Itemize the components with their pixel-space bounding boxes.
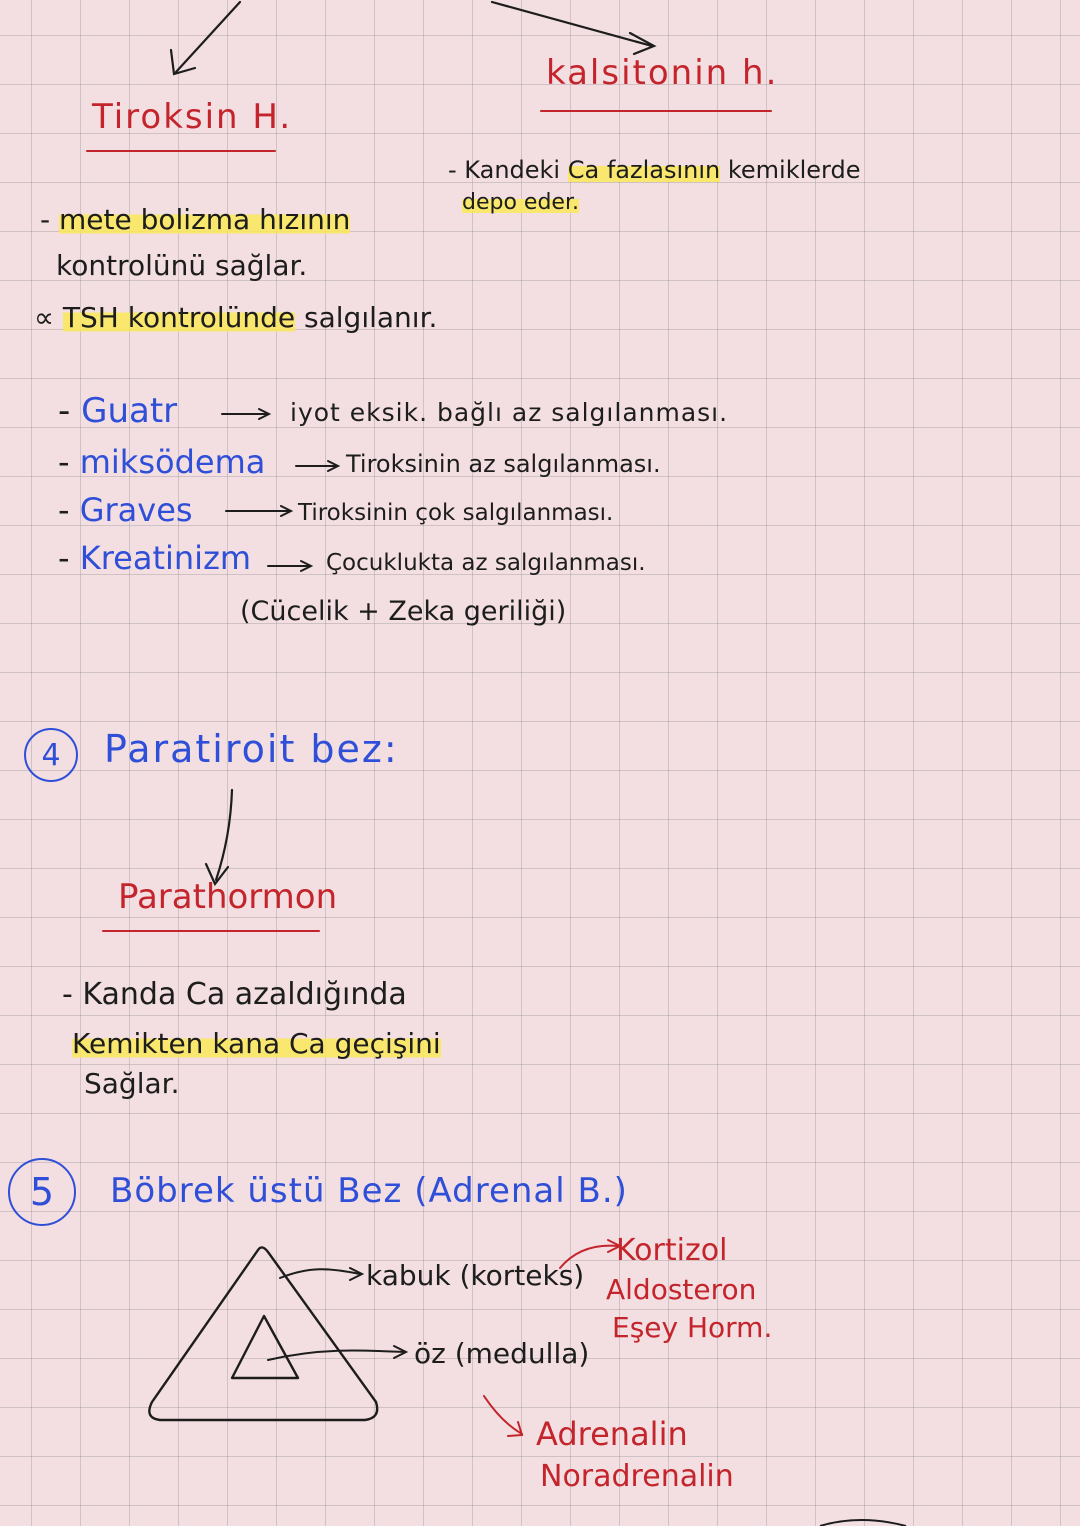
dash: - — [40, 203, 60, 236]
disorder-name: Kreatinizm — [79, 539, 252, 577]
stores-text: depo eder. — [462, 190, 579, 215]
disorder-desc: Çocuklukta az salgılanması. — [326, 550, 646, 576]
cortex-hormone-esey: Eşey Horm. — [612, 1311, 773, 1344]
arrow-to-kalsitonin — [492, 2, 654, 54]
metabolism-text: mete bolizma hızının — [59, 203, 351, 236]
disorder-name: Graves — [79, 491, 193, 529]
ca-excess-text: Ca fazlasının — [567, 156, 721, 184]
medulla-hormone-adrenalin: Adrenalin — [536, 1415, 688, 1453]
tiroksin-title: Tiroksin H. — [92, 97, 293, 137]
bone-to-blood-text: Kemikten kana Ca geçişini — [72, 1027, 441, 1060]
arrow-to-adrenalin — [484, 1396, 522, 1436]
medulla-label: öz (medulla) — [414, 1337, 590, 1370]
disorder-row-graves — [58, 491, 193, 529]
kandeki-text: - Kandeki — [448, 156, 561, 184]
tsh-control-text: TSH kontrolünde — [62, 301, 296, 334]
arrow-to-cortex — [280, 1268, 362, 1280]
tiroksin-line-3 — [34, 301, 438, 334]
disorder-desc: Tiroksinin çok salgılanması. — [298, 500, 614, 526]
disorder-name: miksödema — [79, 443, 266, 481]
bones-text: kemiklerde — [727, 156, 861, 184]
parathyroid-line-2 — [72, 1027, 441, 1060]
kalsitonin-line-1 — [448, 158, 861, 182]
parathormon-title: Parathormon — [118, 877, 338, 917]
parathyroid-line-1: - Kanda Ca azaldığında — [62, 977, 407, 1012]
tiroksin-line-1 — [40, 203, 351, 236]
cropped-drawing — [820, 1520, 906, 1526]
dash: - — [58, 491, 70, 529]
proportional-symbol: ∝ — [34, 301, 55, 334]
cortex-hormone-kortizol: Kortizol — [616, 1233, 728, 1268]
arrow-to-tiroksin — [171, 2, 240, 74]
parathyroid-title: Paratiroit bez: — [104, 727, 399, 771]
kalsitonin-title: kalsitonin h. — [546, 53, 779, 93]
kalsitonin-underline — [540, 110, 772, 112]
adrenal-title: Böbrek üstü Bez (Adrenal B.) — [110, 1171, 628, 1211]
cortex-label: kabuk (korteks) — [366, 1259, 585, 1292]
adrenal-gland-diagram — [149, 1247, 377, 1420]
section-number-4: 4 — [24, 728, 78, 782]
arrow-to-parathormon — [206, 790, 232, 884]
dash: - — [58, 443, 70, 481]
kreatinizm-note: (Cücelik + Zeka geriliği) — [240, 596, 567, 627]
disorder-row-kreatinizm — [58, 539, 252, 577]
disorder-desc: Tiroksinin az salgılanması. — [346, 450, 661, 478]
medulla-hormone-noradrenalin: Noradrenalin — [540, 1459, 734, 1494]
disorder-row-miksodema — [58, 443, 266, 481]
disorder-name: Guatr — [81, 391, 178, 431]
tiroksin-underline — [86, 150, 276, 152]
parathyroid-line-3: Sağlar. — [84, 1067, 180, 1100]
cortex-hormone-aldosteron: Aldosteron — [606, 1273, 757, 1306]
secreted-text: salgılanır. — [304, 301, 438, 334]
tiroksin-line-2: kontrolünü sağlar. — [56, 249, 308, 282]
dash: - — [58, 539, 70, 577]
parathormon-underline — [102, 930, 320, 932]
disorder-row-guatr — [58, 391, 178, 431]
section-number-5: 5 — [8, 1158, 76, 1226]
dash: - — [58, 391, 71, 431]
disorder-desc: iyot eksik. bağlı az salgılanması. — [290, 398, 729, 427]
kalsitonin-line-2 — [462, 192, 579, 214]
